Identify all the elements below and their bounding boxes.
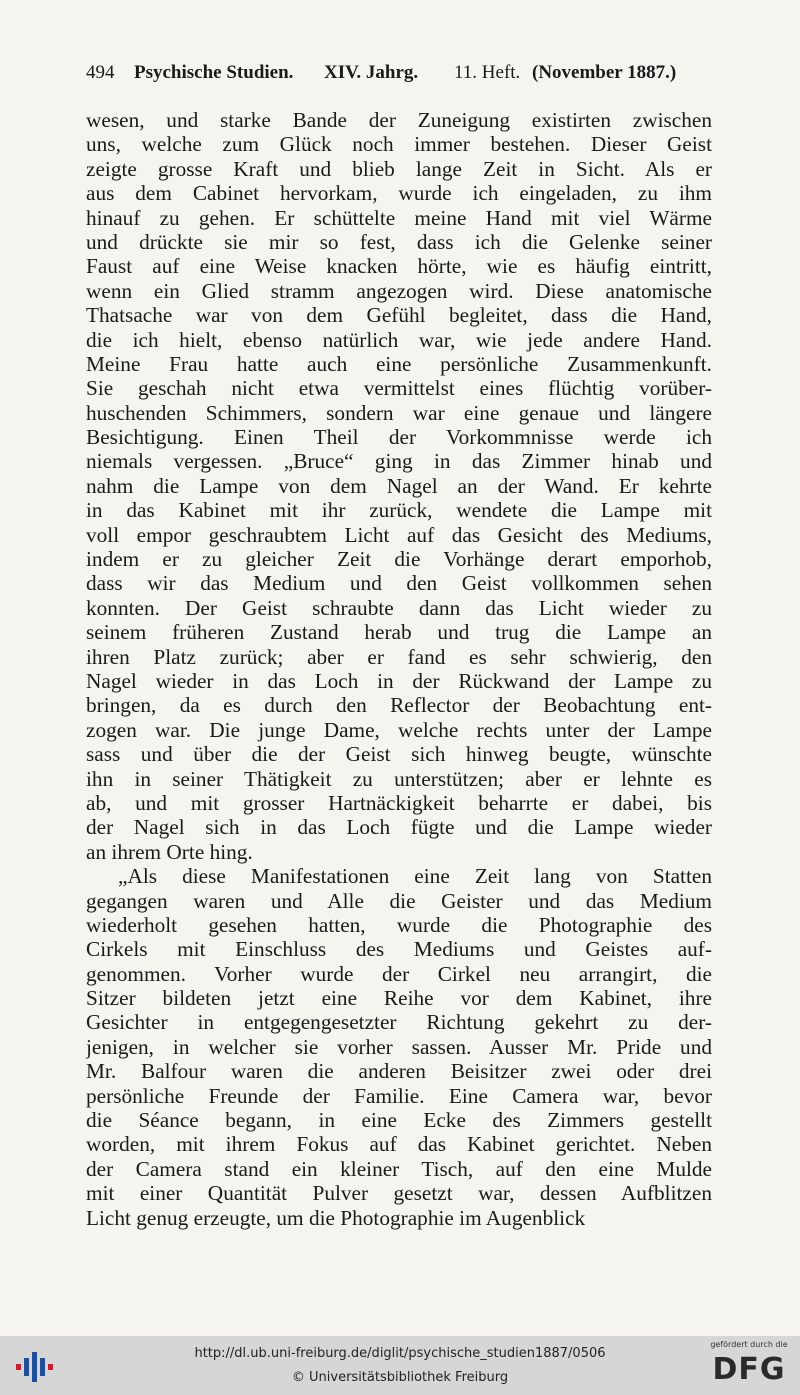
text-line: voll empor geschraubtem Licht auf das Gesicht des Mediums, bbox=[86, 522, 712, 547]
text-line: persönliche Freunde der Familie. Eine Camera war, bevor bbox=[86, 1083, 712, 1108]
text-line: aus dem Cabinet hervorkam, wurde ich eingeladen, zu ihm bbox=[86, 181, 712, 206]
funded-by-label: gefördert durch die bbox=[710, 1340, 788, 1349]
text-line: in das Kabinet mit ihr zurück, wendete die Lampe mit bbox=[86, 498, 712, 523]
text-line: zogen war. Die junge Dame, welche rechts unter der Lampe bbox=[86, 717, 712, 742]
text-line: Besichtigung. Einen Theil der Vorkommnisse werde ich bbox=[86, 425, 712, 450]
dfg-logo: DFG bbox=[712, 1352, 786, 1387]
running-header bbox=[86, 62, 706, 88]
text-line: mit einer Quantität Pulver gesetzt war, dessen Aufblitzen bbox=[86, 1181, 712, 1206]
text-line: sass und über die der Geist sich hinweg beugte, wünschte bbox=[86, 742, 712, 767]
text-line: wiederholt gesehen hatten, wurde die Photographie des bbox=[86, 912, 712, 937]
text-line: Sitzer bildeten jetzt eine Reihe vor dem Kabinet, ihre bbox=[86, 986, 712, 1011]
text-line: Faust auf eine Weise knacken hörte, wie es häufig eintritt, bbox=[86, 254, 712, 279]
text-line: gegangen waren und Alle die Geister und das Medium bbox=[86, 888, 712, 913]
text-line: Cirkels mit Einschluss des Mediums und Geistes auf- bbox=[86, 937, 712, 962]
text-line: und drückte sie mir so fest, dass ich die Gelenke seiner bbox=[86, 229, 712, 254]
text-line: huschenden Schimmers, sondern war eine genaue und längere bbox=[86, 400, 712, 425]
text-line: ab, und mit grosser Hartnäckigkeit beharrte er dabei, bis bbox=[86, 790, 712, 815]
text-line: dass wir das Medium und den Geist vollkommen sehen bbox=[86, 571, 712, 596]
footer-bar bbox=[0, 1336, 800, 1395]
body-text bbox=[86, 108, 712, 1230]
text-line: Meine Frau hatte auch eine persönliche Zusammenkunft. bbox=[86, 351, 712, 376]
text-line: worden, mit ihrem Fokus auf das Kabinet gerichtet. Neben bbox=[86, 1132, 712, 1157]
text-line: zeigte grosse Kraft und blieb lange Zeit in Sicht. Als er bbox=[86, 156, 712, 181]
text-line: die ich hielt, ebenso natürlich war, wie jede andere Hand. bbox=[86, 327, 712, 352]
text-line: ihn in seiner Thätigkeit zu unterstützen; aber er lehnte es bbox=[86, 766, 712, 791]
text-line: hinauf zu gehen. Er schüttelte meine Hand mit viel Wärme bbox=[86, 205, 712, 230]
text-line: nahm die Lampe von dem Nagel an der Wand. Er kehrte bbox=[86, 473, 712, 498]
text-line: wenn ein Glied stramm angezogen wird. Diese anatomische bbox=[86, 278, 712, 303]
text-line: genommen. Vorher wurde der Cirkel neu arrangirt, die bbox=[86, 961, 712, 986]
text-line: Thatsache war von dem Gefühl begleitet, dass die Hand, bbox=[86, 303, 712, 328]
text-line: Mr. Balfour waren die anderen Beisitzer zwei oder drei bbox=[86, 1059, 712, 1084]
text-line: bringen, da es durch den Reflector der Beobachtung ent- bbox=[86, 693, 712, 718]
journal-volume: XIV. Jahrg. bbox=[324, 62, 419, 83]
journal-title: Psychische Studien. bbox=[134, 62, 294, 83]
text-line: Nagel wieder in das Loch in der Rückwand der Lampe zu bbox=[86, 668, 712, 693]
journal-issue: 11. Heft. bbox=[454, 62, 521, 83]
text-line: an ihrem Orte hing. bbox=[86, 839, 253, 864]
text-line: seinem früheren Zustand herab und trug die Lampe an bbox=[86, 620, 712, 645]
text-line: indem er zu gleicher Zeit die Vorhänge derart emporhob, bbox=[86, 547, 712, 572]
page-number: 494 bbox=[86, 62, 115, 83]
text-line: ihren Platz zurück; aber er fand es sehr schwierig, den bbox=[86, 644, 712, 669]
text-line: Gesichter in entgegengesetzter Richtung gekehrt zu der- bbox=[86, 1010, 712, 1035]
text-line: uns, welche zum Glück noch immer bestehen. Dieser Geist bbox=[86, 132, 712, 157]
text-line: der Nagel sich in das Loch fügte und die Lampe wieder bbox=[86, 815, 712, 840]
text-line: Sie geschah nicht etwa vermittelst eines flüchtig vorüber- bbox=[86, 376, 712, 401]
copyright-notice: © Universitätsbibliothek Freiburg bbox=[291, 1370, 509, 1385]
text-line: niemals vergessen. „Bruce“ ging in das Zimmer hinab und bbox=[86, 449, 712, 474]
journal-date: (November 1887.) bbox=[532, 62, 677, 83]
text-line: die Séance begann, in eine Ecke des Zimmers gestellt bbox=[86, 1108, 712, 1133]
text-line: wesen, und starke Bande der Zuneigung existirten zwischen bbox=[86, 108, 712, 132]
text-line: „Als diese Manifestationen eine Zeit lang von Statten bbox=[118, 864, 712, 889]
text-line: Licht genug erzeugte, um die Photographie im Augenblick bbox=[86, 1205, 586, 1230]
text-line: der Camera stand ein kleiner Tisch, auf den eine Mulde bbox=[86, 1156, 712, 1181]
text-line: jenigen, in welcher sie vorher sassen. Ausser Mr. Pride und bbox=[86, 1034, 712, 1059]
text-line: konnten. Der Geist schraubte dann das Licht wieder zu bbox=[86, 595, 712, 620]
permalink-url[interactable]: http://dl.ub.uni-freiburg.de/diglit/psychische_studien1887/0506 bbox=[194, 1346, 606, 1361]
